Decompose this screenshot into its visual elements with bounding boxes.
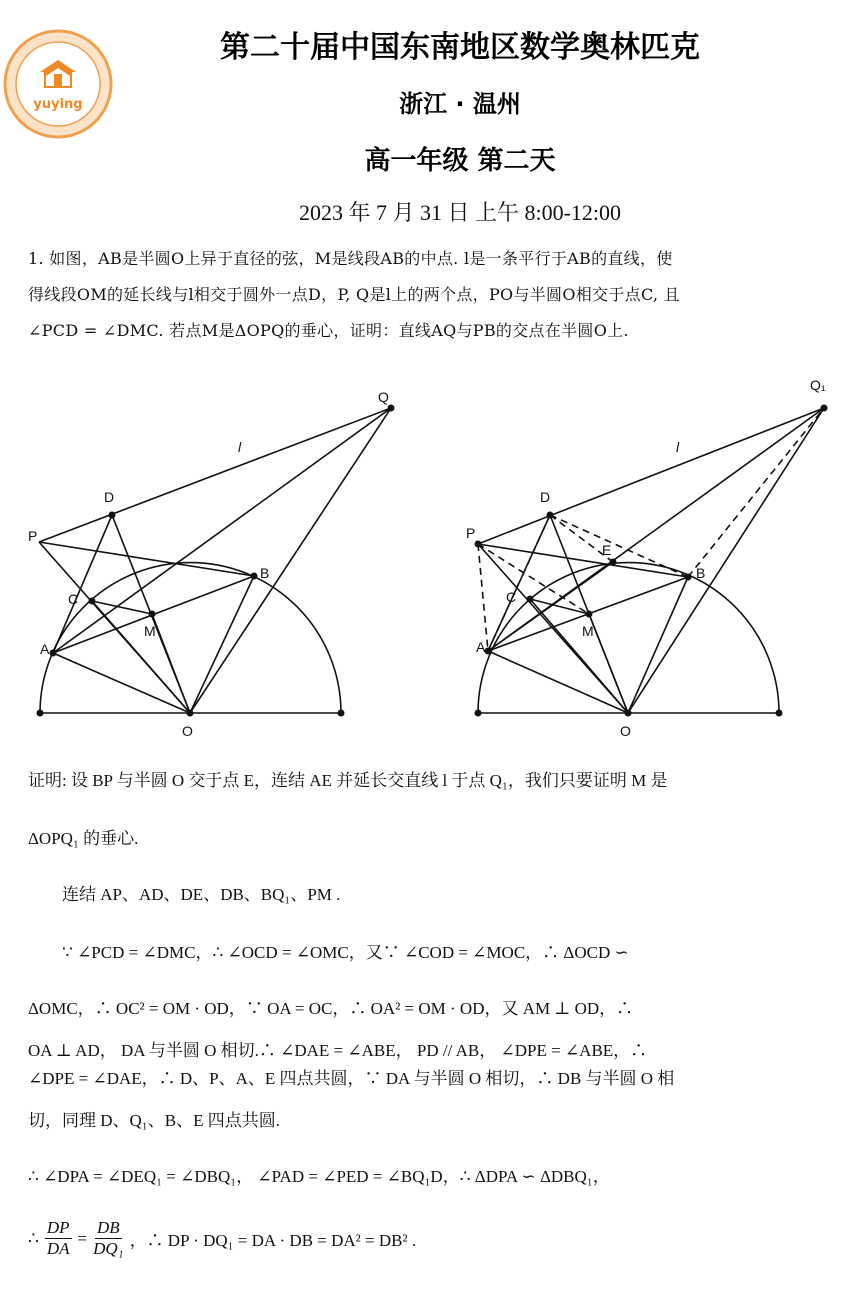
therefore-symbol: ∴: [28, 1228, 39, 1248]
proof-line-5: ΔOMC，∴ OC² = OM · OD，∵ OA = OC，∴ OA² = OM · OD，又 AM ⊥ OD，∴: [28, 999, 634, 1018]
proof-line-6: OA ⊥ AD， DA 与半圆 O 相切.∴ ∠DAE = ∠ABE， PD // AB， ∠DPE = ∠ABE，∴: [28, 1041, 648, 1060]
problem-line-3: ∠PCD = ∠DMC. 若点M是ΔOPQ的垂心，证明：直线AQ与PB的交点在半圆O上.: [28, 321, 629, 340]
label-l: l: [676, 439, 680, 455]
proof-line-4: ∵ ∠PCD = ∠DMC，∴ ∠OCD = ∠OMC，又∵ ∠COD = ∠MOC，∴ ΔOCD ∽: [62, 943, 629, 962]
fraction-dp-da: [45, 1218, 72, 1259]
label-p: P: [28, 528, 38, 544]
semicircle: [40, 563, 341, 713]
label-a: A: [476, 639, 486, 655]
label-m: M: [144, 623, 156, 639]
proof-line-8: 切，同理 D、Q₁、B、E 四点共圆.: [28, 1111, 280, 1130]
label-a: A: [40, 641, 50, 657]
frac1-num: DP: [46, 1218, 70, 1237]
frac2-num: DB: [96, 1218, 120, 1237]
proof-line-1: 证明: 设 BP 与半圆 O 交于点 E，连结 AE 并延长交直线 l 于点 Q₁，我们只要证明 M 是: [28, 771, 668, 790]
exam-time: 2023 年 7 月 31 日 上午 8:00-12:00: [298, 200, 622, 225]
problem-line-1: 1. 如图，AB是半圆O上异于直径的弦，M是线段AB的中点. l是一条平行于AB的直线，使: [28, 249, 673, 268]
label-q1: Q₁: [810, 377, 826, 393]
label-b: B: [696, 565, 706, 581]
label-q: Q: [378, 389, 389, 405]
proof-line-10-tail: ，∴ DP · DQ₁ = DA · DB = DA² = DB² .: [129, 1231, 417, 1250]
problem-line-2: 得线段OM的延长线与l相交于圆外一点D，P, Q是l上的两个点，PO与半圆O相交于点C, 且: [28, 285, 681, 304]
figure-left: [20, 370, 420, 750]
label-l: l: [238, 439, 242, 455]
label-m: M: [582, 623, 594, 639]
grade-title: 高一年级 第二天: [364, 146, 556, 176]
label-c: C: [506, 589, 517, 605]
proof-line-7: ∠DPE = ∠DAE，∴ D、P、A、E 四点共圆，∵ DA 与半圆 O 相切，∴ DB 与半圆 O 相: [28, 1069, 675, 1088]
label-c: C: [68, 591, 79, 607]
figure-right: [458, 370, 853, 750]
label-o: O: [620, 723, 631, 739]
label-p: P: [466, 525, 476, 541]
proof-line-10: ∴ $\frac{DP}{DA}$ = $\frac{DB}{\text{DQ₁}}$ ，∴ DP · DQ₁ = DA · DB = DA² = DB² .: [28, 1218, 417, 1258]
label-o: O: [182, 723, 193, 739]
main-title: 第二十届中国东南地区数学奥林匹克: [220, 30, 700, 65]
label-d: D: [540, 489, 551, 505]
proof-line-9: ∴ ∠DPA = ∠DEQ₁ = ∠DBQ₁， ∠PAD = ∠PED = ∠BQ₁D，∴ ΔDPA ∽ ΔDBQ₁，: [28, 1167, 610, 1186]
label-e: E: [602, 542, 612, 558]
proof-line-2: ΔOPQ₁ 的垂心.: [28, 829, 139, 848]
frac2-den: DQ₁: [93, 1239, 124, 1258]
proof-line-3: 连结 AP、AD、DE、DB、BQ₁、PM .: [62, 885, 341, 904]
fraction-db-dq1: [93, 1218, 123, 1259]
line-l: [39, 408, 391, 542]
frac1-den: DA: [46, 1239, 70, 1258]
label-b: B: [260, 565, 270, 581]
subtitle: 浙江 · 温州: [399, 90, 521, 118]
label-d: D: [104, 489, 115, 505]
svg-text:yuying: yuying: [33, 97, 83, 112]
